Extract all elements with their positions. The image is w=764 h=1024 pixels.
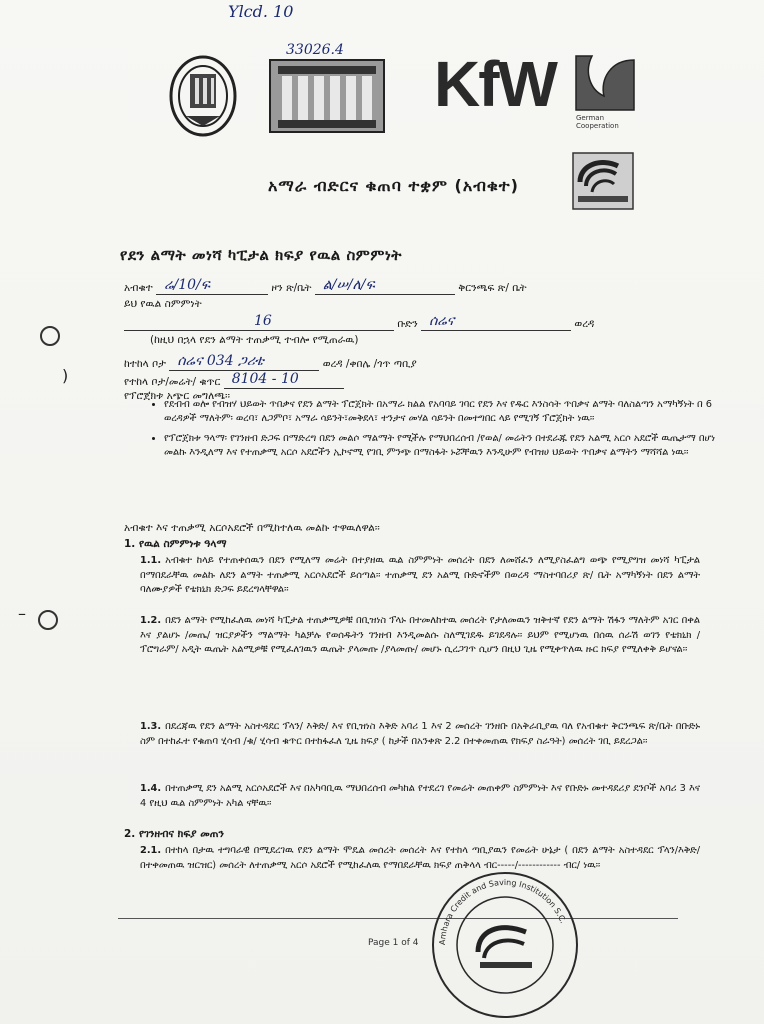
margin-dash: – xyxy=(18,604,26,623)
section-2-heading: 2. የገንዘብና ክፍያ መጠን xyxy=(124,828,224,840)
acsi-logo xyxy=(572,152,634,210)
field-row-branch xyxy=(124,277,527,295)
label-group: ቡድን xyxy=(397,318,418,330)
clause-1-2: 1.2. በደን ልማት የሚከፈለዉ መነሻ ካፒታል ተጠቃሚዎቹ በቢዝነስ ፕላኑ በተመለከተዉ መሰረት የታለመዉን ዝቅተኛ የደን ልማት ሽፋን ማለትም አገር በቀል እና ያልሆኑ /መጤ/ ዝርያዎችን ማልማት ካልቻሉ የወሰዱትን ገንዘብ እንዲመልሱ ስለሚገደዱ ይገደዳሉ፡፡ ይህም የሚሆነዉ በሰዉ ሰራሽ ወገን የቴክኒክ /ፕሮግራም/ አዲት ዉጤት አልሚዎቹ የሚፈለገዉን ዉጤት ያላመጡ /ያላመጡ/ መሆኑ ሲረጋገጥ ሲሆን በዚህ ጊዜ የሚቀጥለዉ ዙር ክፍያ የሚለቀቅ ይሆናል፡፡ xyxy=(140,615,700,655)
input-planting-site[interactable]: ሰሬና 034 ጋሪቴ xyxy=(169,356,319,371)
clause-1-3: 1.3. በደረጃዉ የደን ልማት አስተዳደር ፕላን/ እቅድ/ እና የቢዝነስ እቅድ አባሪ 1 እና 2 መሰረት ገንዘቡ በአቅራቢያዉ ባለ የአብቁተ ቅርንጫፍ ጽ/ቤት በቡድኑ ስም በተከፈተ የቁጠባ ሂሳብ /ቁ/ ሂሳብ ቁጥር በተከፋፈለ ጊዜ ክፍያ ( ከታች በአንቀጽ 2.2 በተቀመጠዉ የክፍያ ስራዓት) መሰረት ገቢ ይደረጋል፡፡ xyxy=(140,721,700,747)
stamp-ring-text: Amhara Credit and Saving Institution S.C. xyxy=(437,877,568,946)
section-1-heading: 1. የዉል ስምምነቱ ዓላማ xyxy=(124,538,227,550)
kfw-logo: KfW xyxy=(434,48,556,120)
amhara-emblem-logo xyxy=(168,54,238,138)
document-title: የደን ልማት መነሻ ካፒታል ክፍያ የዉል ስምምነት xyxy=(120,246,402,264)
field-row-site xyxy=(124,353,417,371)
input-zone-office[interactable]: ል/ሠ/ለ/ፍ xyxy=(315,280,455,295)
label-acsi: አብቁተ xyxy=(124,282,153,294)
input-group-number[interactable]: 16 xyxy=(124,316,394,331)
input-zone-code[interactable]: ሬ/10/ፍ xyxy=(156,280,268,295)
label-planting-site: ከተከላ ቦታ xyxy=(124,358,166,370)
beneficiary-note: (ከዚህ በኋላ የደን ልማት ተጠቃሚ ተብሎ የሚጠራዉ) xyxy=(150,334,359,346)
field-row-note xyxy=(150,334,358,347)
punch-hole-top xyxy=(40,326,60,346)
clause-1-4: 1.4. በተጠቃሚ ደን አልሚ አርሶአደሮች እና በአካባቢዉ ማህበረሰብ መካከል የተደረገ የመሬት መጠቀም ስምምነት እና የቡድኑ መተዳደሪያ ደንቦች አባሪ 3 እና 4 የዚህ ዉል ስምምነት አካል ናቸዉ፡፡ xyxy=(140,783,700,809)
field-row-land-number xyxy=(124,371,344,389)
input-land-number[interactable]: 8104 - 10 xyxy=(224,374,344,389)
official-stamp xyxy=(430,870,580,1020)
organization-name: አማራ ብድርና ቁጠባ ተቋም (አብቁተ) xyxy=(268,176,519,195)
bank-building-logo xyxy=(268,58,386,134)
handwritten-stamp-number: 33026.4 xyxy=(286,42,344,58)
bullet-project-description: • የደብብ ወሎ የብዝሃ ህይወት ጥበቃና የደን ልማት ፕሮጀክት በአማራ ክልል የአባባይ ገባር የደን እና የዱር እንስሳት ጥበቃና ልማት ባለስልጣን አማካኝነት በ 6 ወረዳዎች ማለትም፡ ወረባ፣ ለጋምቦ፣ አማራ ሳይንት፣መቅደላ፣ ተንታና መሃል ሳይንት በመተግበር ላይ የሚገኝ ፕሮጀክት ነዉ፡፡ xyxy=(164,398,724,426)
project-bullets xyxy=(150,398,724,466)
handwritten-note: Ylcd. 10 xyxy=(228,2,294,21)
clause-1-1: 1.1. አብቁተ ከላይ የተጠቀሰዉን በደን የሚለማ መሬት በተያዘዉ ዉል ስምምነት መሰረት በደን ለመሸፈን ለሚያስፈልግ ወጭ የሚያግዝ መነሻ ካፒታል በማበደራቸዉ መልኩ ለደን ልማት ተጠቃሚ አርሶአደሮች ይሰጣል፡፡ ተጠቃሚ ደን አልሚ ቡድኖችም በወረዳ ማስተባበሪያ ጽ/ ቤት አማካኝነት በደን ልማት ባለሙያዎች የቴክኒክ ድጋፍ ይደረግላቸዋል፡፡ xyxy=(140,555,700,595)
margin-mark: ) xyxy=(62,366,69,385)
clause-2-1: 2.1. በተከላ በታዉ ተግባራዊ በሚደረገዉ የደን ልማት ሞዴል መሰረት መሰረት እና የተከላ ጣቢያዉን የመሬት ሁኔታ ( በደን ልማት አስተዳደር ፕላን/እቅድ/ በተቀመጠዉ ዝርዝር) መሰረት ለተጠቃሚ አርሶ አደሮች የሚከፈለዉ የማበደራቸዉ ክፍያ ጠቅላላ ብር-----/------------ ብር/ ነዉ፡፡ xyxy=(140,845,700,871)
label-this-agreement: ይህ የዉል ስምምነት xyxy=(124,298,202,310)
signature-line xyxy=(118,918,678,919)
page-number: Page 1 of 4 xyxy=(368,938,419,948)
logo-row xyxy=(150,40,630,150)
label-zone-office: ዞን ጽ/ቤት xyxy=(271,282,312,294)
label-land-number: የተከላ ቦታ/መሬት/ ቁጥር xyxy=(124,376,221,388)
label-project-summary: የፕሮጀክቱ አጭር መግለጫ፡፡ xyxy=(124,390,231,402)
bullet-project-objective: • የፕሮጀክቱ ዓላማ፡ የገንዘብ ድጋፍ በማድረግ በደን መልሶ ማልማት የሚችሉ የማህበረሰብ /የወል/ መሬትን በተደራጁ የደን አልሚ አርሶ አደሮች ዉጤታማ በሆነ መልኩ እንዲለማ እና የተጠቃሚ አርሶ አደሮችን ኢኮኖሚ የገቢ ምንጭ በማስፋት ኑሯቸዉን እንዲሁም የብዝሀ ህይወት ጥበቃና ልማትን ማሻሻል ነዉ፡፡ xyxy=(164,432,724,460)
agreement-intro: አብቁተ እና ተጠቃሚ አርሶአደሮች በሚከተለዉ መልኩ ተዋዉለዋል፡፡ xyxy=(124,522,380,534)
german-cooperation-text: German Cooperation xyxy=(576,114,619,130)
field-row-group xyxy=(124,313,595,331)
label-site-location: ወረዳ /ቀበሌ /ጎጥ ጣቢያ xyxy=(322,358,417,370)
punch-hole-bottom xyxy=(38,610,58,630)
field-row-agreement xyxy=(124,298,202,311)
label-branch-office: ቅርንጫፍ ጽ/ ቤት xyxy=(458,282,527,294)
input-woreda[interactable]: ሰሬና xyxy=(421,316,571,331)
label-woreda: ወረዳ xyxy=(574,318,595,330)
